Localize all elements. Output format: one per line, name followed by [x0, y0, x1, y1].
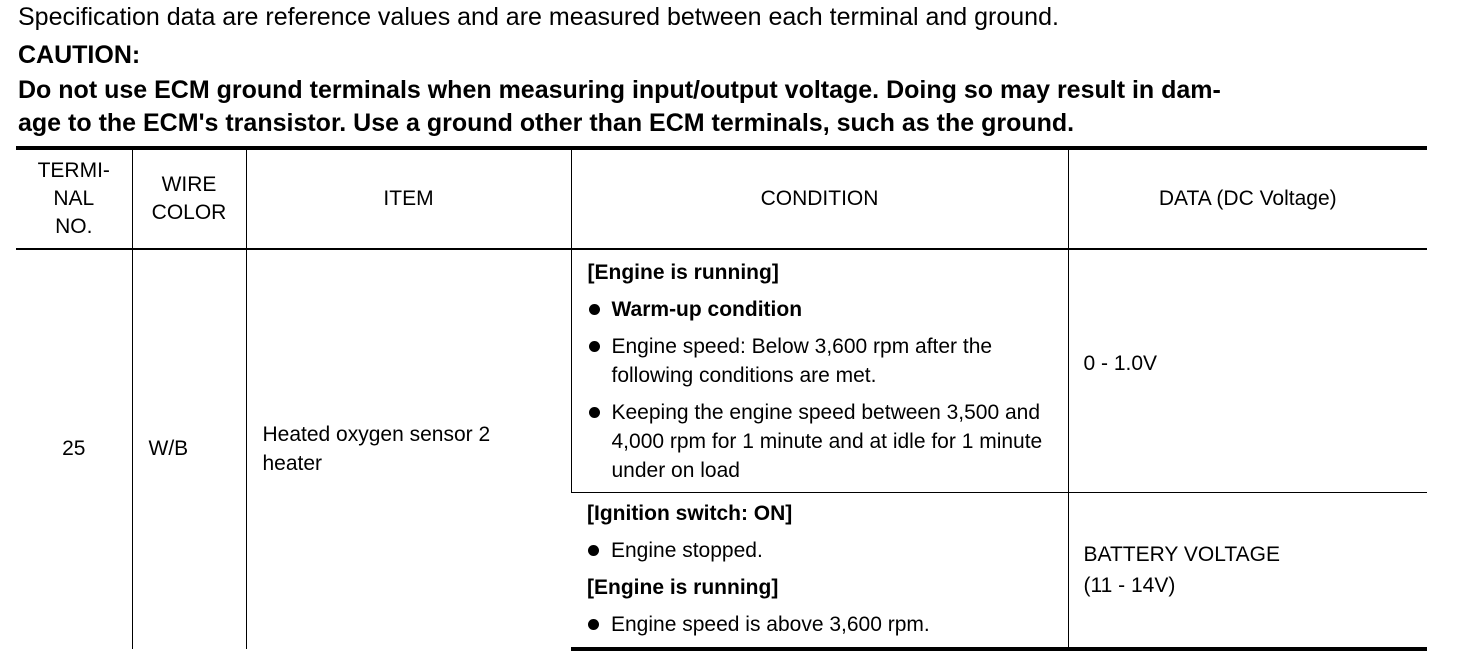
condition-heading: [Engine is running]	[587, 575, 779, 599]
condition-bullet: Warm-up condition	[588, 295, 1058, 324]
caution-heading: CAUTION:	[18, 41, 141, 69]
item-name: Heated oxygen sensor 2 heater	[246, 249, 571, 649]
table-row	[16, 249, 1427, 492]
condition-heading: [Ignition switch: ON]	[587, 501, 793, 525]
caution-line-2: age to the ECM's transistor. Use a ground other than ECM terminals, such as the ground.	[18, 109, 1075, 137]
data-value-2: BATTERY VOLTAGE (11 - 14V)	[1068, 492, 1427, 649]
table-header-row	[16, 148, 1427, 249]
condition-bullet: Keeping the engine speed between 3,500 and 4,000 rpm for 1 minute and at idle for 1 minute under on load	[588, 398, 1058, 485]
bullet-icon	[589, 407, 600, 418]
header-condition: CONDITION	[571, 148, 1068, 249]
terminal-number: 25	[62, 437, 86, 461]
bullet-icon	[588, 545, 599, 556]
condition-bullet: Engine speed: Below 3,600 rpm after the following conditions are met.	[588, 332, 1058, 390]
condition-heading: [Engine is running]	[587, 261, 779, 284]
condition-bullet: Engine speed is above 3,600 rpm.	[587, 610, 1058, 639]
bullet-icon	[589, 304, 600, 315]
condition-cell-2	[571, 492, 1068, 649]
caution-body	[18, 74, 1438, 140]
bullet-icon	[589, 341, 600, 352]
header-data: DATA (DC Voltage)	[1068, 148, 1427, 249]
header-terminal-no: TERMI- NAL NO.	[16, 148, 132, 249]
wire-color: W/B	[132, 249, 246, 649]
intro-text: Specification data are reference values and are measured between each terminal and ground.	[18, 3, 1059, 31]
data-value-1: 0 - 1.0V	[1068, 249, 1427, 492]
terminal-spec-table	[16, 146, 1427, 651]
header-wire-color: WIRE COLOR	[132, 148, 246, 249]
caution-line-1: Do not use ECM ground terminals when measuring input/output voltage. Doing so may result in dam-	[18, 76, 1221, 104]
condition-cell-1	[571, 249, 1068, 492]
condition-bullet: Engine stopped.	[587, 536, 1058, 565]
header-item: ITEM	[246, 148, 571, 249]
bullet-icon	[588, 619, 599, 630]
